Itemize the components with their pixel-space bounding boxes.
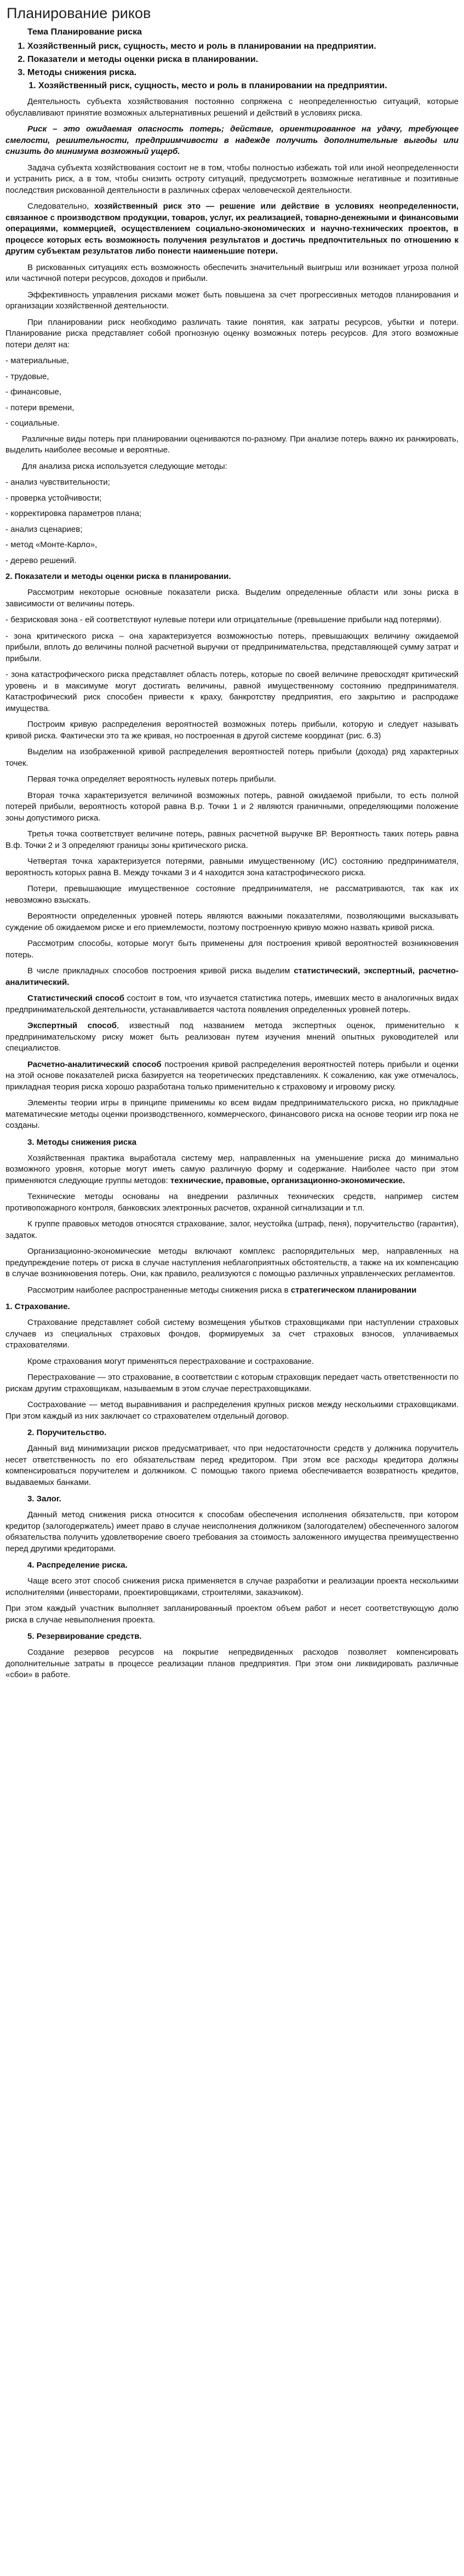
paragraph: Эффективность управления рисками может быть повышена за счет прогрессивных методов планирования и организации хозяйственной деятельности. xyxy=(5,290,459,311)
paragraph xyxy=(5,1020,459,1054)
text-run: состоит в том, что изучается статистика потерь, имевших место в аналогичных видах предпринимательской деятельности, устанавливается частота появления определенных уровней потерь. xyxy=(5,994,459,1014)
term: Статистический способ xyxy=(27,994,124,1003)
paragraph: Задача субъекта хозяйствования состоит не в том, чтобы полностью избежать той или иной неопределенности и устранить риск, а в том, чтобы снизить остроту ситуаций, предусмотреть возможные негативные и позитивные последствия рискованной деятельности в различных сферах человеческой деятельности. xyxy=(5,163,459,195)
paragraph: Для анализа риска используется следующие методы: xyxy=(22,461,227,471)
list-item: - метод «Монте-Карло», xyxy=(5,540,98,549)
subsection-heading: 4. Распределение риска. xyxy=(27,1560,128,1570)
list-item: - проверка устойчивости; xyxy=(5,493,102,503)
paragraph: Рассмотрим способы, которые могут быть применены для построения кривой вероятностей возникновения потерь. xyxy=(5,939,459,960)
paragraph: Различные виды потерь при планировании оцениваются по-разному. При анализе потерь важно их ранжировать, выделить наиболее весомые и вероятные. xyxy=(5,434,459,455)
method-names: статистический, экспертный, расчетно-аналитический. xyxy=(5,966,459,987)
paragraph xyxy=(5,966,459,988)
paragraph xyxy=(5,201,459,257)
paragraph: Рассмотрим некоторые основные показатели риска. Выделим определенные области или зоны риска в зависимости от величины потерь. xyxy=(5,588,459,609)
economic-risk-definition: хозяйственный риск это — решение или действие в условиях неопределенности, связанное с производством продукции, товаров, услуг, их реализацией, товарно-денежными и финансовыми операциями, коммерцией, осуществлением социально-экономических и научно-технических проектов, в процессе которых есть возможность получения результатов и достичь предпочтительных по отношению к другим субъектам результатов либо понести наименьшие потери. xyxy=(5,202,459,256)
list-item: - финансовые, xyxy=(5,387,62,397)
outline-list xyxy=(5,41,459,92)
loss-types-list xyxy=(5,355,459,429)
paragraph: Кроме страхования могут применяться перестрахование и сострахование. xyxy=(27,1356,314,1366)
text-run: Рассмотрим наиболее распространенные методы снижения риска в xyxy=(27,1285,291,1295)
text-run: построения кривой распределения вероятностей потерь прибыли и оценки на этой основе показателей риска базируется на теоретических представлениях. К сожалению, как уже отмечалось, прикладная теория риска хорошо разработана только применительно к страховому и игровому риску. xyxy=(5,1059,459,1092)
paragraph: Перестрахование — это страхование, в соответствии с которым страховщик передает часть ответственности по рискам другим страховщикам, называемым в этом случае перестраховщиками. xyxy=(5,1373,459,1393)
subsection-heading: 5. Резервирование средств. xyxy=(27,1632,142,1641)
paragraph: Организационно-экономические методы включают комплекс распорядительных мер, направленных на предупреждение потерь от риска в случае наступления неблагоприятных обстоятельств, а также на их компенсацию в случае возникновения потерь. Они, как правило, реализуются с помощью различных управленческих регламентов. xyxy=(5,1247,459,1278)
paragraph: Данный вид минимизации рисков предусматривает, что при недостаточности средств у должника поручитель несет ответственность по его обязательствам перед кредитором. При этом все расходы кредитора должны компенсироваться поручителем и должником. С помощью такого приема обеспечивается возвратность кредитов, выдаваемых банками. xyxy=(5,1444,459,1487)
outline-item: 2. Показатели и методы оценки риска в планировании. xyxy=(27,54,459,66)
paragraph xyxy=(5,993,459,1016)
paragraph: Создание резервов ресурсов на покрытие непредвиденных расходов позволяет компенсировать дополнительные затраты в процессе реализации планов предприятия. При этом они ликвидировать различные «сбои» в работе. xyxy=(5,1648,459,1679)
list-item: - потери времени, xyxy=(5,403,75,412)
topic-line: Тема Планирование риска xyxy=(27,27,142,37)
risk-definition: Риск – это ожидаемая опасность потерь; действие, ориентированное на удачу, требующее смелости, решительности, предприимчивости в надежде получить дополнительные выгоды или снизить до минимума возможный ущерб. xyxy=(5,124,459,156)
list-item: - материальные, xyxy=(5,356,69,365)
paragraph xyxy=(5,1153,459,1187)
zone-item: - зона катастрофического риска представляет область потерь, которые по своей величине превосходят критический уровень и в максимуме могут достигать величины, равной имущественному состоянию предпринимателя. Катастрофический риск способен привести к краху, банкротству предприятия, его закрытию и распродаже имущества. xyxy=(5,670,459,713)
subsection-heading: 2. Поручительство. xyxy=(27,1428,107,1437)
term: Расчетно-аналитический способ xyxy=(27,1059,162,1069)
list-item: - анализ чувствительности; xyxy=(5,478,110,487)
list-item: - анализ сценариев; xyxy=(5,524,83,534)
text-run: , известный под названием метода экспертных оценок, применительно к предпринимательскому риску может быть реализован путем изучения мнений опытных руководителей или специалистов. xyxy=(5,1021,459,1053)
zone-item: - зона критического риска – она характеризуется возможностью потерь, превышающих величину ожидаемой прибыли, вплоть до величины полной расчетной выручки от предпринимательства, представляющей сумму затрат и прибыли. xyxy=(5,631,459,663)
paragraph: К группе правовых методов относятся страхование, залог, неустойка (штраф, пеня), поручительство (гарантия), задаток. xyxy=(5,1219,459,1240)
outline-subitem: 1. Хозяйственный риск, сущность, место и роль в планировании на предприятии. xyxy=(38,80,459,92)
paragraph: Технические методы основаны на внедрении различных технических средств, например систем противопожарного контроля, банковских электронных расчетов, охранной сигнализации и т.п. xyxy=(5,1192,459,1213)
list-item: - дерево решений. xyxy=(5,555,77,565)
paragraph: Построим кривую распределения вероятностей возможных потерь прибыли, которую и следует называть кривой риска. Фактически это та же кривая, но построенная в другой системе координат (рис. 6.3) xyxy=(5,720,459,741)
paragraph: Сострахование — метод выравнивания и распределения крупных рисков между несколькими страховщиками. При этом каждый из них заключает со страхователем отдельный договор. xyxy=(5,1400,459,1421)
list-item: - корректировка параметров плана; xyxy=(5,509,142,518)
paragraph: В рискованных ситуациях есть возможность обеспечить значительный выигрыш или возникает угроза полной или частичной потери ресурсов, доходов и прибыли. xyxy=(5,262,459,283)
paragraph: Потери, превышающие имущественное состояние предпринимателя, не рассматриваются, так как их невозможно взыскать. xyxy=(5,884,459,905)
paragraph: Вторая точка характеризуется величиной возможных потерь, равной ожидаемой прибыли, то есть полной потерей прибыли, вероятность которой равна В.р. Точки 1 и 2 являются граничными, определяющими положение зоны допустимого риска. xyxy=(5,790,459,823)
paragraph: Третья точка соответствует величине потерь, равных расчетной выручке ВР. Вероятность таких потерь равна В.ф. Точки 2 и 3 определяют границы зоны критического риска. xyxy=(5,829,459,850)
paragraph xyxy=(5,1285,459,1296)
list-item: - социальные. xyxy=(5,418,60,428)
text-run: Следовательно, xyxy=(27,202,95,211)
term: Экспертный способ xyxy=(27,1021,117,1030)
text-run: В числе прикладных способов построения кривой риска выделим xyxy=(27,966,294,976)
outline-item: 1. Хозяйственный риск, сущность, место и роль в планировании на предприятии. xyxy=(27,41,459,53)
paragraph: Выделим на изображенной кривой распределения вероятностей потерь прибыли (дохода) ряд характерных точек. xyxy=(5,747,459,768)
paragraph: Деятельность субъекта хозяйствования постоянно сопряжена с неопределенностью ситуаций, которые обуславливают принятие возможных альтернативных решений и действий в условиях риска. xyxy=(5,97,459,118)
section-heading: 2. Показатели и методы оценки риска в планировании. xyxy=(5,572,231,581)
paragraph: Чаще всего этот способ снижения риска применяется в случае разработки и реализации проекта несколькими исполнителями (инвесторами, проектировщиками, строителями, заказчиком). xyxy=(5,1576,459,1597)
subsection-heading: 3. Залог. xyxy=(27,1494,61,1504)
outline-item: 3. Методы снижения риска. xyxy=(27,67,459,79)
paragraph: Страхование представляет собой систему возмещения убытков страховщиками при наступлении страховых случаев из специальных страховых фондов, формируемых за счет страховых взносов, уплачиваемых страхователями. xyxy=(5,1318,459,1350)
methods-list xyxy=(5,477,459,566)
term: стратегическом планировании xyxy=(290,1285,417,1295)
paragraph: Элементы теории игры в принципе применимы ко всем видам предпринимательского риска, но прикладные математические методы оценки производственного, коммерческого, финансового риска на основе теории игр пока не созданы. xyxy=(5,1098,459,1130)
paragraph xyxy=(5,1059,459,1093)
outline-sublist xyxy=(27,80,459,92)
text-run: Хозяйственная практика выработала систему мер, направленных на уменьшение риска до минимально возможного уровня, которые могут иметь самую различную форму и содержание. Наиболее часто при этом применяются следующие группы методов: xyxy=(5,1153,459,1185)
page-title: Планирование риков xyxy=(7,5,151,21)
paragraph: Первая точка определяет вероятность нулевых потерь прибыли. xyxy=(27,774,276,784)
zone-item: - безрисковая зона - ей соответствуют нулевые потери или отрицательные (превышение прибыли над потерями). xyxy=(5,615,442,624)
paragraph: При планировании риск необходимо различать такие понятия, как затраты ресурсов, убытки и потери. Планирование риска представляет собой прогнозную оценку возможных потерь ресурсов. Для этого возможные потери делят на: xyxy=(5,317,459,349)
section-heading: 3. Методы снижения риска xyxy=(27,1137,137,1147)
method-groups: технические, правовые, организационно-экономические. xyxy=(170,1175,405,1185)
paragraph: Четвертая точка характеризуется потерями, равными имущественному (ИС) состоянию предпринимателя, вероятность которых равна В. Между точками 3 и 4 находится зона катастрофического риска. xyxy=(5,857,459,877)
paragraph: Данный метод снижения риска относится к способам обеспечения исполнения обязательств, при котором кредитор (залогодержатель) имеет право в случае неисполнения должником (залогодателем) обеспеченного залогом обязательства получить удовлетворение своего требования за стоимость заложенного имущества преимущественно перед другими кредиторами. xyxy=(5,1510,459,1553)
list-item: - трудовые, xyxy=(5,371,49,381)
paragraph: Вероятности определенных уровней потерь являются важными показателями, позволяющими высказывать суждение об ожидаемом риске и его приемлемости, поэтому построенную кривую можно назвать кривой риска. xyxy=(5,911,459,932)
subsection-heading: 1. Страхование. xyxy=(5,1302,70,1311)
paragraph: При этом каждый участник выполняет запланированный проектом объем работ и несет соответствующую долю риска в случае невыполнения проекта. xyxy=(5,1604,459,1625)
